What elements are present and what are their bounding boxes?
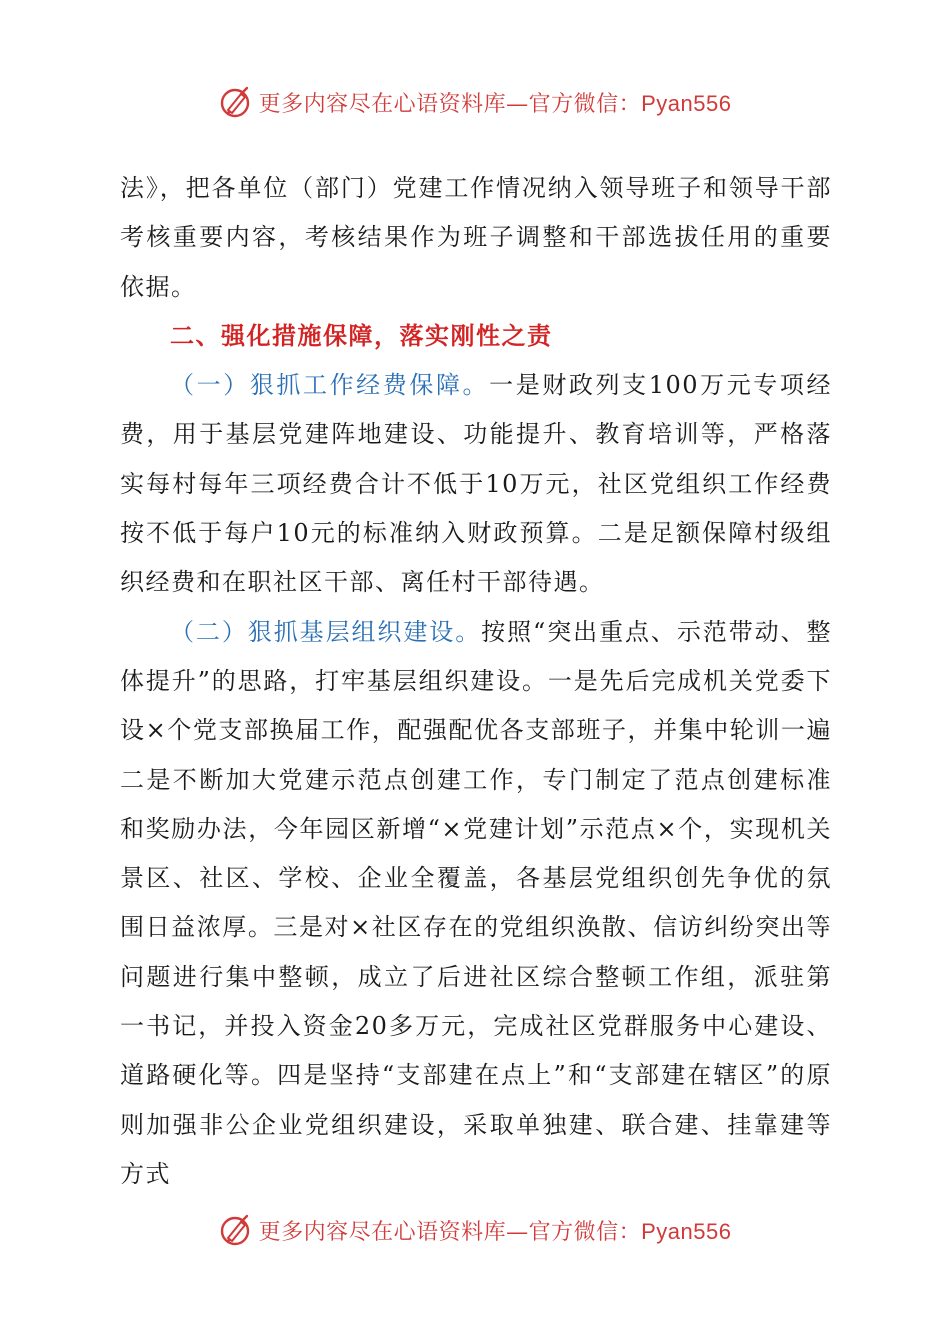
paragraph-organization-text: 按照“突出重点、示范带动、整体提升”的思路，打牢基层组织建设。一是先后完成机关党委下设×个党支部换届工作，配强配优各支部班子，并集中轮训一遍二是不断加大党建示范点创建工作，专门制定了范点创建标准和奖励办法，今年园区新增“×党建计划”示范点×个，实现机关景区、社区、学校、企业全覆盖，各基层党组织创先争优的氛围日益浓厚。三是对×社区存在的党组织涣散、信访纠纷突出等问题进行集中整顿，成立了后进社区综合整顿工作组，派驻第一书记，并投入资金20多万元，完成社区党群服务中心建设、道路硬化等。四是坚持“支部建在点上”和“支部建在辖区”的原则加强非公企业党组织建设，采取单独建、联合建、挂靠建等方式 (120, 617, 832, 1188)
paragraph-1: 法》，把各单位（部门）党建工作情况纳入领导班子和领导干部考核重要内容，考核结果作为班子调整和干部选拔任用的重要依据。 (120, 174, 832, 301)
paragraph-funding-lead: （一）狠抓工作经费保障。 (170, 371, 490, 400)
watermark-text: 更多内容尽在心语资料库—官方微信：Pyan556 (258, 1218, 732, 1245)
paragraph-funding-text: 一是财政列支100万元专项经费，用于基层党建阵地建设、功能提升、教育培训等，严格落实每村每年三项经费合计不低于10万元，社区党组织工作经费按不低于每户10元的标准纳入财政预算。二是足额保障村级组织经费和在职社区干部、离任村干部待遇。 (120, 371, 832, 597)
watermark-text: 更多内容尽在心语资料库—官方微信：Pyan556 (258, 90, 732, 117)
paragraph-organization (120, 608, 832, 1200)
paragraph-funding (120, 361, 832, 607)
pen-logo-icon (219, 1213, 253, 1247)
paragraph-organization-lead: （二）狠抓基层组织建设。 (170, 617, 482, 646)
section-heading-2: 二、强化措施保障，落实刚性之责 (170, 321, 553, 350)
document-body (120, 164, 832, 1199)
header-watermark (0, 82, 950, 122)
footer-watermark (0, 1210, 950, 1250)
pen-logo-icon (219, 85, 253, 119)
